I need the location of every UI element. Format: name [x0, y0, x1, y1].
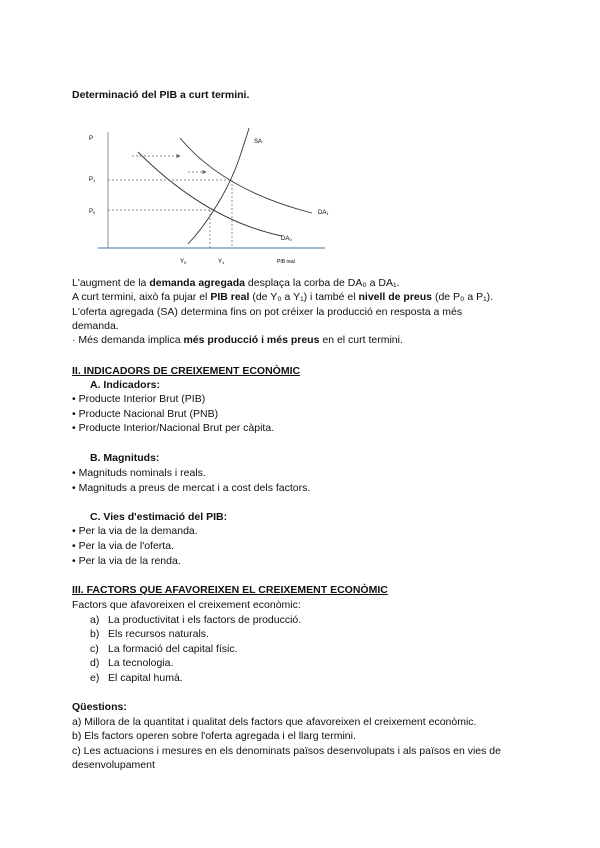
- document-title: Determinació del PIB a curt termini.: [72, 89, 250, 101]
- axis-label-p: P: [89, 136, 94, 142]
- label-da1: DA1: [318, 210, 329, 216]
- magnitude-item: • Magnituds a preus de mercat i a cost dels factors.: [72, 482, 311, 494]
- factor-text: El capital humà.: [108, 672, 183, 684]
- factor-marker: e): [90, 672, 100, 684]
- question-c-continued: desenvolupament: [72, 759, 155, 771]
- tick-label-p0: P0: [89, 209, 96, 215]
- question-a: a) Millora de la quantitat i qualitat dels factors que afavoreixen el creixement econòmic.: [72, 716, 477, 728]
- estimation-item: • Per la via de la renda.: [72, 555, 181, 567]
- explanation-line-2: A curt termini, això fa pujar el PIB real (de Y₀ a Y₁) i també el nivell de preus (de P₀ a P₁).: [72, 291, 494, 303]
- factors-intro: Factors que afavoreixen el creixement econòmic:: [72, 599, 301, 611]
- label-da0: DA0: [281, 236, 292, 242]
- factor-marker: b): [90, 628, 100, 640]
- explanation-line-1: L'augment de la demanda agregada desplaça la corba de DA₀ a DA₁.: [72, 277, 400, 289]
- section-2-title: II. INDICADORS DE CREIXEMENT ECONÒMIC: [72, 365, 301, 377]
- estimation-item: • Per la via de la demanda.: [72, 525, 198, 537]
- factor-text: La tecnologia.: [108, 657, 174, 669]
- estimation-item: • Per la via de l'oferta.: [72, 540, 174, 552]
- factor-marker: d): [90, 657, 100, 669]
- factor-marker: c): [90, 643, 99, 655]
- explanation-line-3: L'oferta agregada (SA) determina fins on pot créixer la producció en resposta a més: [72, 306, 463, 318]
- label-sa: SA: [254, 139, 263, 145]
- axis-label-pib-real: PIB real: [277, 259, 295, 265]
- factor-text: La formació del capital físic.: [108, 643, 238, 655]
- indicator-item: • Producte Nacional Brut (PNB): [72, 408, 219, 420]
- subsection-c-title: C. Vies d'estimació del PIB:: [90, 511, 228, 523]
- indicator-item: • Producte Interior Brut (PIB): [72, 393, 206, 405]
- factor-marker: a): [90, 614, 100, 626]
- tick-label-y0: Y0: [180, 259, 187, 265]
- explanation-line-5: · Més demanda implica més producció i més preus en el curt termini.: [72, 334, 403, 346]
- tick-label-y1: Y1: [218, 259, 225, 265]
- question-b: b) Els factors operen sobre l'oferta agregada i el llarg termini.: [72, 730, 356, 742]
- magnitude-item: • Magnituds nominals i reals.: [72, 467, 206, 479]
- indicator-item: • Producte Interior/Nacional Brut per càpita.: [72, 422, 275, 434]
- factor-text: Els recursos naturals.: [108, 628, 209, 640]
- section-3-title: III. FACTORS QUE AFAVOREIXEN EL CREIXEMENT ECONÒMIC: [72, 584, 388, 596]
- factor-text: La productivitat i els factors de producció.: [108, 614, 302, 626]
- tick-label-p1: P1: [89, 177, 96, 183]
- explanation-line-4: demanda.: [72, 320, 119, 332]
- question-c: c) Les actuacions i mesures en els denominats països desenvolupats i als països en vies de: [72, 745, 501, 757]
- questions-title: Qüestions:: [72, 701, 127, 713]
- subsection-b-title: B. Magnituds:: [90, 452, 160, 464]
- aggregate-supply-demand-diagram: [80, 128, 340, 268]
- subsection-a-title: A. Indicadors:: [90, 379, 161, 391]
